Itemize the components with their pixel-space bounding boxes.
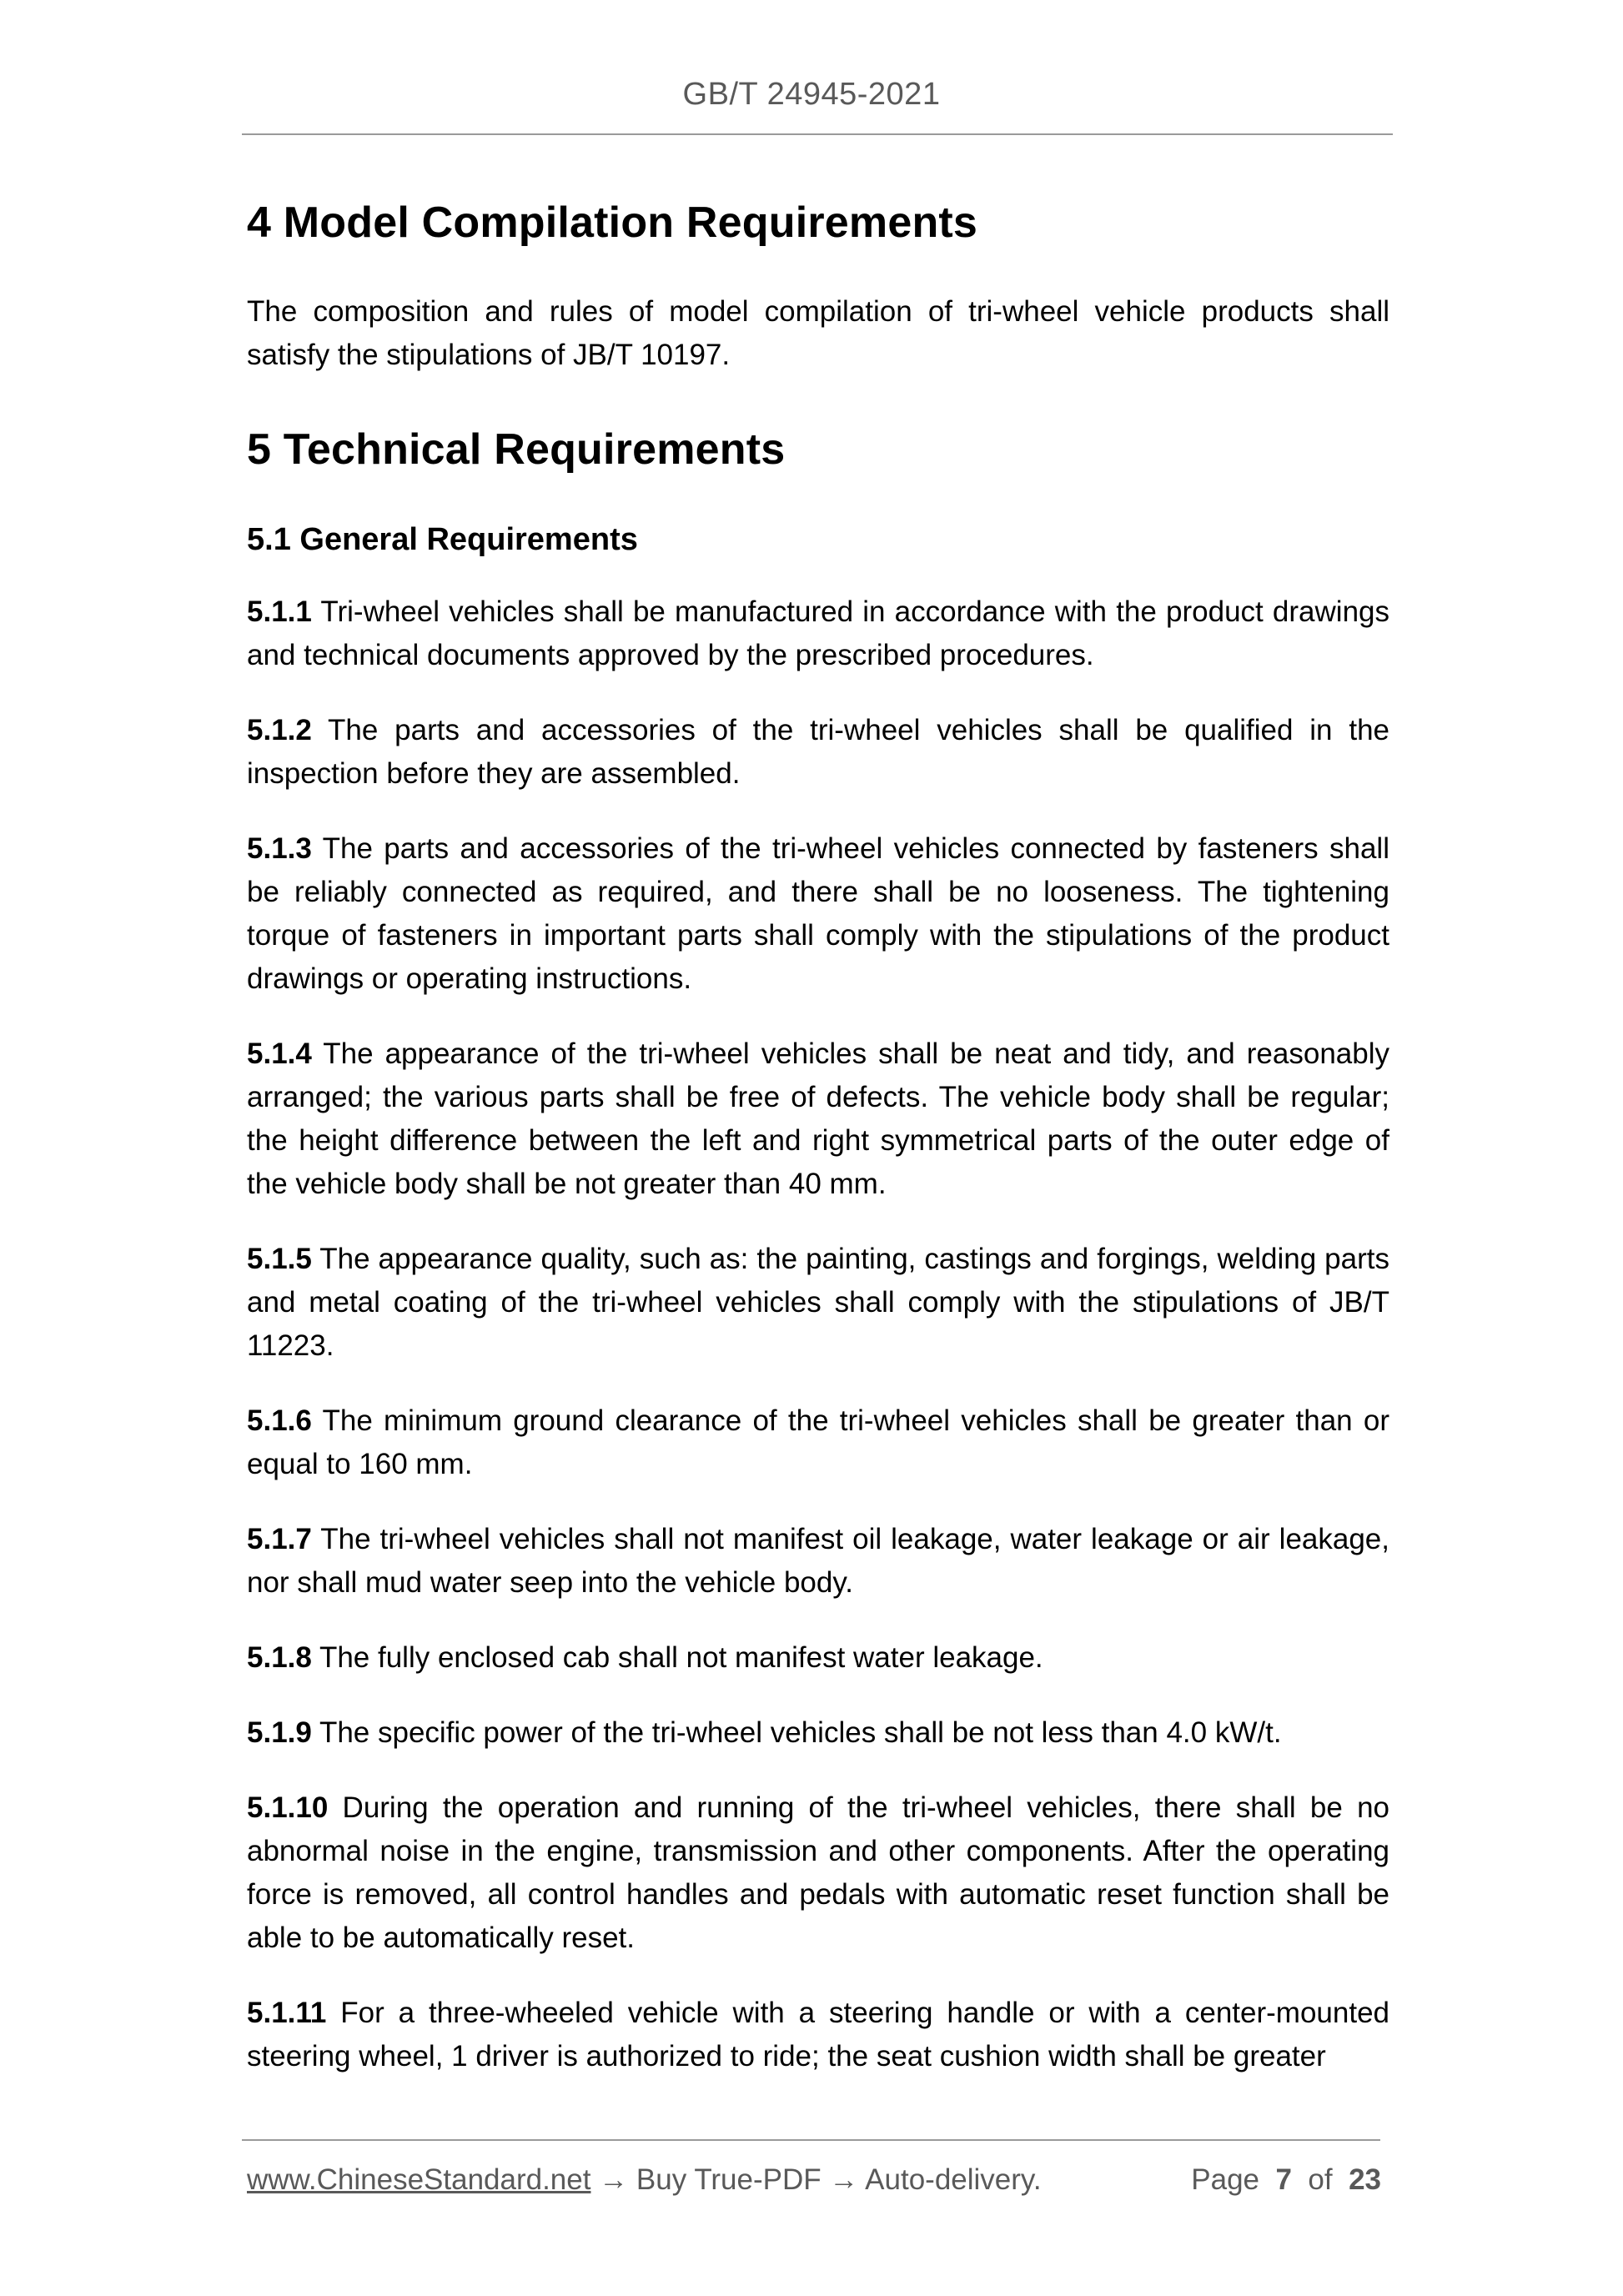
footer-promo-text: → Buy True-PDF → Auto-delivery. xyxy=(590,2163,1042,2196)
clause-text: For a three-wheeled vehicle with a steering handle or with a center-mounted steering wheel, 1 driver is authorized to ride; the seat cushion width shall be greater xyxy=(247,1997,1389,2073)
clause-number: 5.1.8 xyxy=(247,1641,312,1675)
clause-number: 5.1.5 xyxy=(247,1243,312,1276)
clause-text: During the operation and running of the tri-wheel vehicles, there shall be no abnormal noise in the engine, transmission and other components. After the operating force is removed, all control handles and pedals with automatic reset function shall be able to be automatically reset. xyxy=(247,1791,1389,1955)
section-4-text: The composition and rules of model compilation of tri-wheel vehicle products shall satisfy the stipulations of JB/T 10197. xyxy=(247,295,1389,372)
clause-number: 5.1.2 xyxy=(247,714,312,747)
page-label: Page xyxy=(1191,2163,1260,2196)
header-divider xyxy=(242,133,1393,135)
clause-5-1-3 xyxy=(247,827,1389,1001)
clause-5-1-11 xyxy=(247,1992,1389,2078)
clause-number: 5.1.4 xyxy=(247,1037,312,1071)
section-4-title: 4 Model Compilation Requirements xyxy=(247,198,978,247)
clause-5-1-10 xyxy=(247,1786,1389,1960)
website-link[interactable]: www.ChineseStandard.net xyxy=(247,2163,591,2196)
document-body xyxy=(247,197,1389,2110)
page-of-label: of xyxy=(1308,2163,1333,2196)
page-total: 23 xyxy=(1349,2163,1381,2196)
clause-5-1-1 xyxy=(247,590,1389,677)
clause-text: The specific power of the tri-wheel vehicles shall be not less than 4.0 kW/t. xyxy=(311,1716,1282,1750)
clause-text: Tri-wheel vehicles shall be manufactured in accordance with the product drawings and technical documents approved by the prescribed procedures. xyxy=(247,595,1389,672)
footer-promo xyxy=(247,2163,1042,2197)
page-indicator xyxy=(1191,2163,1381,2197)
clause-text: The fully enclosed cab shall not manifest water leakage. xyxy=(311,1641,1043,1675)
clause-number: 5.1.10 xyxy=(247,1791,329,1825)
clause-text: The tri-wheel vehicles shall not manifest oil leakage, water leakage or air leakage, nor shall mud water seep into the vehicle body. xyxy=(247,1523,1389,1600)
clause-text: The minimum ground clearance of the tri-wheel vehicles shall be greater than or equal to 160 mm. xyxy=(247,1404,1389,1481)
clause-text: The appearance of the tri-wheel vehicles shall be neat and tidy, and reasonably arranged; the various parts shall be free of defects. The vehicle body shall be regular; the height difference between the left and right symmetrical parts of the outer edge of the vehicle body shall be not greater than 40 mm. xyxy=(247,1037,1389,1201)
clause-text: The appearance quality, such as: the painting, castings and forgings, welding parts and metal coating of the tri-wheel vehicles shall comply with the stipulations of JB/T 11223. xyxy=(247,1243,1389,1363)
subsection-5-1-title: 5.1 General Requirements xyxy=(247,521,638,557)
clause-5-1-2 xyxy=(247,709,1389,796)
header-standard-code: GB/T 24945-2021 xyxy=(682,77,941,112)
clause-number: 5.1.9 xyxy=(247,1716,312,1750)
clause-5-1-4 xyxy=(247,1032,1389,1206)
clause-number: 5.1.3 xyxy=(247,832,312,866)
footer-divider xyxy=(242,2139,1380,2141)
section-5-title: 5 Technical Requirements xyxy=(247,425,786,475)
clause-5-1-7 xyxy=(247,1518,1389,1605)
clause-text: The parts and accessories of the tri-wheel vehicles shall be qualified in the inspection before they are assembled. xyxy=(247,714,1389,791)
clause-number: 5.1.7 xyxy=(247,1523,312,1556)
clause-number: 5.1.6 xyxy=(247,1404,312,1438)
clause-5-1-6 xyxy=(247,1399,1389,1486)
clause-5-1-8 xyxy=(247,1636,1389,1680)
clause-number: 5.1.11 xyxy=(247,1997,327,2030)
clause-5-1-9 xyxy=(247,1711,1389,1755)
page-current: 7 xyxy=(1275,2163,1292,2196)
clause-5-1-5 xyxy=(247,1238,1389,1368)
clause-text: The parts and accessories of the tri-wheel vehicles connected by fasteners shall be reliably connected as required, and there shall be no looseness. The tightening torque of fasteners in important parts shall comply with the stipulations of the product drawings or operating instructions. xyxy=(247,832,1389,996)
clause-number: 5.1.1 xyxy=(247,595,312,629)
